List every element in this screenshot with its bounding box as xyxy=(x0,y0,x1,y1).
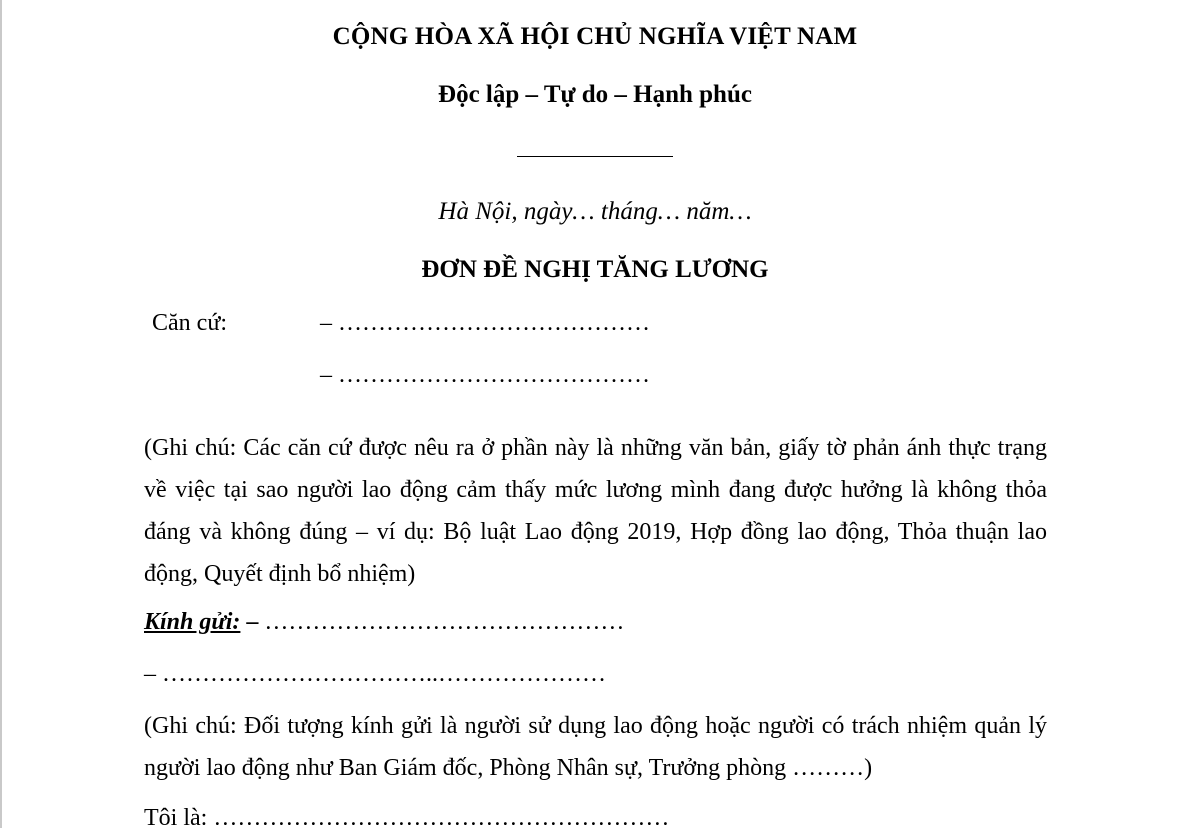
basis-note: (Ghi chú: Các căn cứ được nêu ra ở phần này là những văn bản, giấy tờ phản ánh thực trạng về việc tại sao người lao động cảm thấy mức lương mình đang được hưởng là không thỏa đáng và không đúng – ví dụ: Bộ luật Lao động 2019, Hợp đồng lao động, Thỏa thuận lao động, Quyết định bổ nhiệm) xyxy=(144,435,1047,587)
applicant-line: Tôi là: ………………………………………………… xyxy=(144,805,670,828)
header-divider xyxy=(517,156,673,157)
recipient-dots-1: ……………………………………… xyxy=(258,609,625,635)
basis-line-1: – ………………………………… xyxy=(320,310,650,336)
recipient-note: (Ghi chú: Đối tượng kính gửi là người sử dụng lao động hoặc người có trách nhiệm quản lý người lao động như Ban Giám đốc, Phòng Nhân sự, Trưởng phòng ………) xyxy=(144,713,1047,781)
document-title: ĐƠN ĐỀ NGHỊ TĂNG LƯƠNG xyxy=(421,256,769,283)
recipient-dash: – xyxy=(240,609,259,635)
national-title: CỘNG HÒA XÃ HỘI CHỦ NGHĨA VIỆT NAM xyxy=(332,23,858,50)
basis-line-2: – ………………………………… xyxy=(320,362,650,388)
place-and-date: Hà Nội, ngày… tháng… năm… xyxy=(438,198,752,225)
recipient-line-2: – ……………………………..………………… xyxy=(144,661,606,687)
recipient-label: Kính gửi: xyxy=(144,609,241,635)
recipient-line-1 xyxy=(144,609,624,636)
basis-label: Căn cứ: xyxy=(152,310,227,336)
national-motto: Độc lập – Tự do – Hạnh phúc xyxy=(438,81,752,108)
